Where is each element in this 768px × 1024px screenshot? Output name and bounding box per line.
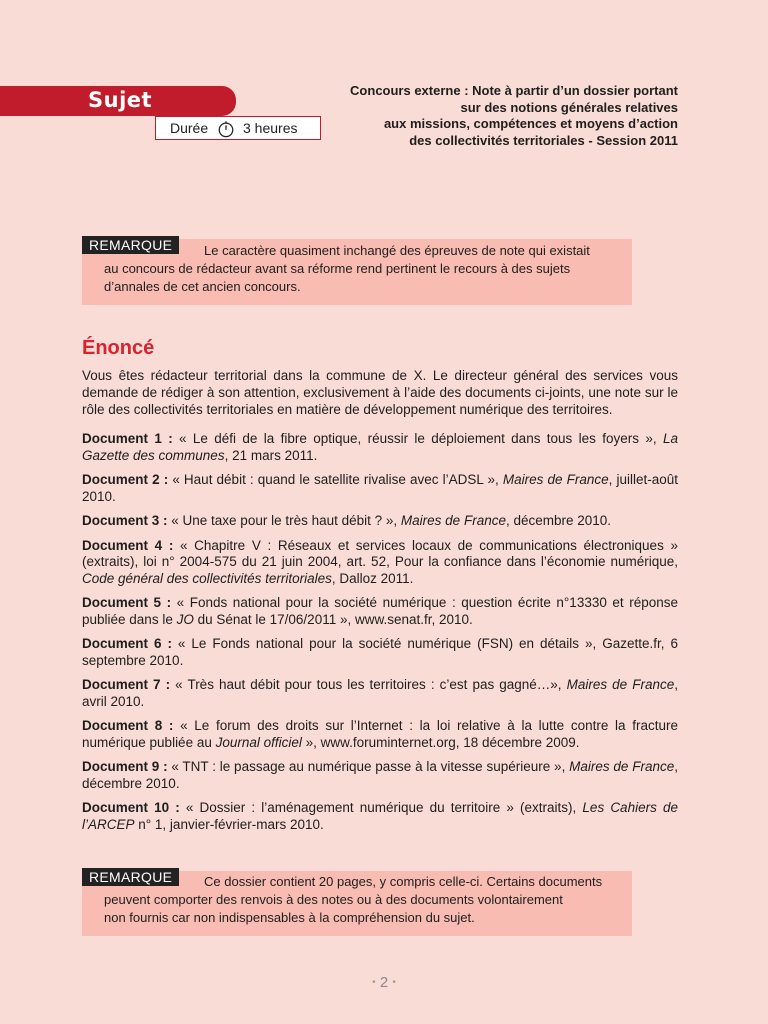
- document-entry: [82, 431, 678, 465]
- duree-value: 3 heures: [243, 120, 298, 136]
- document-label: Document 3 :: [82, 513, 168, 529]
- document-text: « Le défi de la fibre optique, réussir le déploiement dans tous les foyers »,: [172, 431, 663, 447]
- document-text: « Dossier : l’aménagement numérique du territoire » (extraits),: [179, 800, 583, 816]
- enonce-content: [82, 368, 678, 841]
- remarque-text: peuvent comporter des renvois à des notes ou à des documents volontairement: [104, 892, 563, 907]
- remarque-text: au concours de rédacteur avant sa réforme rend pertinent le recours à des sujets: [104, 261, 571, 276]
- page-number: [0, 974, 768, 991]
- remarque-box-1: [82, 239, 632, 305]
- document-text: « Le forum des droits sur l’Internet : la loi relative à la lutte contre la fracture numérique publiée au: [82, 718, 679, 751]
- document-label: Document 9 :: [82, 759, 168, 775]
- page-number-value: 2: [379, 974, 389, 991]
- document-source: Les Cahiers de l’ARCEP: [82, 800, 678, 833]
- document-entry: [82, 759, 678, 793]
- exam-title-line: Concours externe : Note à partir d’un dossier portant: [350, 83, 678, 98]
- document-text: du Sénat le 17/06/2011 », www.senat.fr, 2010.: [193, 612, 473, 628]
- bullet-icon: •: [392, 977, 396, 988]
- remarque-text: d’annales de cet ancien concours.: [104, 279, 301, 294]
- document-text: , décembre 2010.: [505, 513, 612, 529]
- document-label: Document 6 :: [82, 636, 172, 652]
- document-entry: [82, 636, 678, 670]
- duree-label: Durée: [170, 120, 209, 136]
- remarque-text: Ce dossier contient 20 pages, y compris celle-ci. Certains documents: [204, 874, 603, 889]
- document-text: « Chapitre V : Réseaux et services locaux de communications électroniques » (extraits), loi n° 2004-575 du 21 juin 2004, art. 52, Pour la confiance dans l’économie numérique,: [82, 537, 678, 570]
- document-text: , avril 2010.: [82, 677, 679, 710]
- document-source: Maires de France: [502, 472, 609, 488]
- exam-title: [258, 83, 678, 149]
- clock-icon: [217, 120, 235, 138]
- document-entry: [82, 677, 678, 711]
- document-label: Document 8 :: [82, 718, 174, 734]
- document-entry: [82, 800, 678, 834]
- remarque-text: non fournis car non indispensables à la compréhension du sujet.: [104, 910, 475, 925]
- document-entry: [82, 595, 678, 629]
- enonce-heading: Énoncé: [82, 337, 155, 359]
- exam-title-line: aux missions, compétences et moyens d’action: [383, 116, 678, 131]
- enonce-intro: Vous êtes rédacteur territorial dans la commune de X. Le directeur général des services vous demande de rédiger à son attention, exclusivement à l’aide des documents ci-joints, une note sur le rôle des collectivités territoriales en matière de développement numérique des territoires.: [82, 368, 678, 417]
- exam-title-line: des collectivités territoriales - Session 2011: [409, 132, 678, 148]
- document-source: Maires de France: [566, 677, 675, 693]
- document-label: Document 5 :: [82, 595, 172, 611]
- document-label: Document 2 :: [82, 472, 169, 488]
- document-source: Code général des collectivités territoriales: [82, 571, 332, 587]
- sujet-tab: [0, 86, 236, 116]
- document-text: « Le Fonds national pour la société numérique (FSN) en détails », Gazette.fr, 6 septembre 2010.: [82, 636, 678, 669]
- document-source: Maires de France: [569, 759, 675, 775]
- remarque-tag: REMARQUE: [82, 868, 179, 886]
- document-label: Document 7 :: [82, 677, 171, 693]
- document-text: « Une taxe pour le très haut débit ? »,: [167, 513, 401, 529]
- document-source: La Gazette des communes: [82, 431, 678, 464]
- remarque-tag: REMARQUE: [82, 236, 179, 254]
- document-label: Document 1 :: [82, 431, 173, 447]
- document-source: Maires de France: [400, 513, 506, 529]
- document-text: », www.foruminternet.org, 18 décembre 2009.: [301, 735, 580, 751]
- document-entry: [82, 718, 678, 752]
- document-source: Journal officiel: [215, 735, 302, 751]
- remarque-box-2: [82, 871, 632, 936]
- document-entry: [82, 513, 678, 530]
- document-text: , Dalloz 2011.: [331, 571, 414, 587]
- document-text: , décembre 2010.: [82, 759, 678, 792]
- remarque-text: Le caractère quasiment inchangé des épreuves de note qui existait: [204, 243, 590, 258]
- exam-title-line: sur des notions générales relatives: [460, 99, 678, 115]
- document-text: « Haut débit : quand le satellite rivalise avec l’ADSL »,: [168, 472, 503, 488]
- document-text: « TNT : le passage au numérique passe à la vitesse supérieure »,: [167, 759, 570, 775]
- document-text: , 21 mars 2011.: [224, 448, 318, 464]
- document-entry: [82, 538, 678, 588]
- document-label: Document 10 :: [82, 800, 180, 816]
- document-label: Document 4 :: [82, 537, 174, 553]
- document-text: « Très haut débit pour tous les territoires : c’est pas gagné…»,: [170, 677, 567, 693]
- bullet-icon: •: [372, 977, 376, 988]
- document-text: , juillet-août 2010.: [82, 472, 678, 505]
- sujet-label: Sujet: [88, 88, 153, 112]
- document-text: « Fonds national pour la société numérique : question écrite n°13330 et réponse publiée dans le: [82, 595, 679, 628]
- document-text: n° 1, janvier-février-mars 2010.: [134, 817, 324, 833]
- document-entry: [82, 472, 678, 506]
- document-source: JO: [176, 612, 194, 628]
